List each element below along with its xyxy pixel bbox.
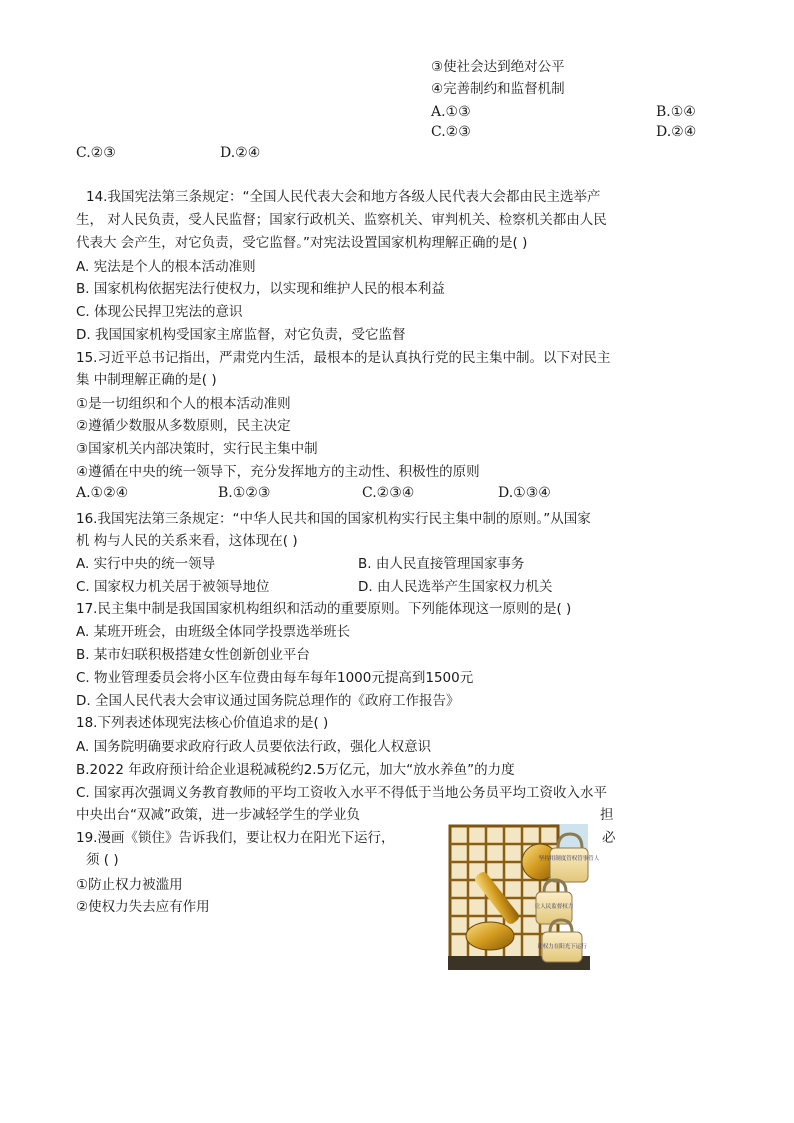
padlock-1-label: 坚持用制度管权管事管人 bbox=[538, 856, 600, 862]
q15-statement-2: ②遵循少数服从多数原则，民主决定 bbox=[76, 418, 291, 434]
q13-option-3: ③使社会达到绝对公平 bbox=[431, 59, 565, 75]
q16-stem-line1: 16.我国宪法第三条规定：“中华人民共和国的国家机构实行民主集中制的原则。”从国家 bbox=[76, 511, 591, 527]
q14-stem-line1: 14.我国宪法第三条规定：“全国人民代表大会和地方各级人民代表大会都由民主选举产 bbox=[86, 189, 601, 205]
q18-stem: 18.下列表述体现宪法核心价值追求的是( ) bbox=[76, 715, 329, 731]
q19-stem-line2: 须 ( ) bbox=[86, 852, 119, 868]
cage-illustration bbox=[446, 820, 600, 972]
padlock-3-label: 让权力在阳光下运行 bbox=[537, 944, 587, 950]
q13-option-4: ④完善制约和监督机制 bbox=[431, 81, 565, 97]
q19-statement-2: ②使权力失去应有作用 bbox=[76, 899, 210, 915]
q13-choice-c: C.②③ bbox=[431, 124, 471, 140]
q14-option-a: A. 宪法是个人的根本活动准则 bbox=[76, 259, 256, 275]
q19-stem-line1: 19.漫画《锁住》告诉我们，要让权力在阳光下运行， bbox=[76, 830, 395, 846]
q19-stem-line1-tail: 必 bbox=[602, 830, 616, 846]
q16-stem-line2: 机 构与人民的关系来看，这体现在( ) bbox=[76, 533, 298, 549]
q13-choice-a: A.①③ bbox=[431, 104, 471, 120]
lock-cartoon-image bbox=[446, 820, 600, 972]
q15-choice-b: B.①②③ bbox=[218, 485, 271, 501]
q18-option-a: A. 国务院明确要求政府行政人员要依法行政，强化人权意识 bbox=[76, 739, 432, 755]
q17-option-a: A. 某班开班会，由班级全体同学投票选举班长 bbox=[76, 624, 351, 640]
q18-option-b: B.2022 年政府预计给企业退税减税约2.5万亿元，加大“放水养鱼”的力度 bbox=[76, 762, 515, 778]
q13-choice-d-repeat: D.②④ bbox=[220, 145, 261, 161]
q16-option-b: B. 由人民直接管理国家事务 bbox=[358, 556, 525, 572]
q15-stem-line1: 15.习近平总书记指出，严肃党内生活，最根本的是认真执行党的民主集中制。以下对民主 bbox=[76, 350, 611, 366]
q17-option-d: D. 全国人民代表大会审议通过国务院总理作的《政府工作报告》 bbox=[76, 693, 460, 709]
q18-option-d: 中央出台“双减”政策，进一步减轻学生的学业负 bbox=[76, 807, 360, 823]
q17-option-c: C. 物业管理委员会将小区车位费由每车每年1000元提高到1500元 bbox=[76, 670, 474, 686]
q16-option-c: C. 国家权力机关居于被领导地位 bbox=[76, 579, 270, 595]
q13-choice-d: D.②④ bbox=[656, 124, 697, 140]
q15-choice-a: A.①②④ bbox=[76, 485, 129, 501]
q17-stem: 17.民主集中制是我国国家机构组织和活动的重要原则。下列能体现这一原则的是( ) bbox=[76, 601, 572, 617]
q16-option-a: A. 实行中央的统一领导 bbox=[76, 556, 216, 572]
q15-stem-line2: 集 中制理解正确的是( ) bbox=[76, 372, 217, 388]
q14-option-b: B. 国家机构依据宪法行使权力，以实现和维护人民的根本利益 bbox=[76, 281, 445, 297]
q14-option-c: C. 体现公民捍卫宪法的意识 bbox=[76, 304, 243, 320]
q13-choice-b: B.①④ bbox=[656, 104, 696, 120]
q18-option-c: C. 国家再次强调义务教育教师的平均工资收入水平不得低于当地公务员平均工资收入水平 bbox=[76, 785, 608, 801]
q15-statement-4: ④遵循在中央的统一领导下，充分发挥地方的主动性、积极性的原则 bbox=[76, 464, 480, 480]
q17-option-b: B. 某市妇联积极搭建女性创新创业平台 bbox=[76, 647, 310, 663]
q19-statement-1: ①防止权力被滥用 bbox=[76, 877, 183, 893]
q14-option-d: D. 我国国家机构受国家主席监督，对它负责，受它监督 bbox=[76, 327, 406, 343]
q18-option-d-tail: 担 bbox=[600, 807, 614, 823]
q14-stem-line2: 生， 对人民负责，受人民监督；国家行政机关、监察机关、审判机关、检察机关都由人民 bbox=[76, 212, 607, 228]
q15-choice-d: D.①③④ bbox=[498, 485, 551, 501]
q15-choice-c: C.②③④ bbox=[362, 485, 415, 501]
q15-statement-1: ①是一切组织和个人的根本活动准则 bbox=[76, 396, 291, 412]
q13-choice-c-repeat: C.②③ bbox=[76, 145, 116, 161]
q15-statement-3: ③国家机关内部决策时，实行民主集中制 bbox=[76, 441, 318, 457]
padlock-2-label: 让人民监督权力 bbox=[534, 904, 574, 910]
q16-option-d: D. 由人民选举产生国家权力机关 bbox=[358, 579, 553, 595]
q14-stem-line3: 代表大 会产生，对它负责，受它监督。”对宪法设置国家机构理解正确的是( ) bbox=[76, 235, 528, 251]
